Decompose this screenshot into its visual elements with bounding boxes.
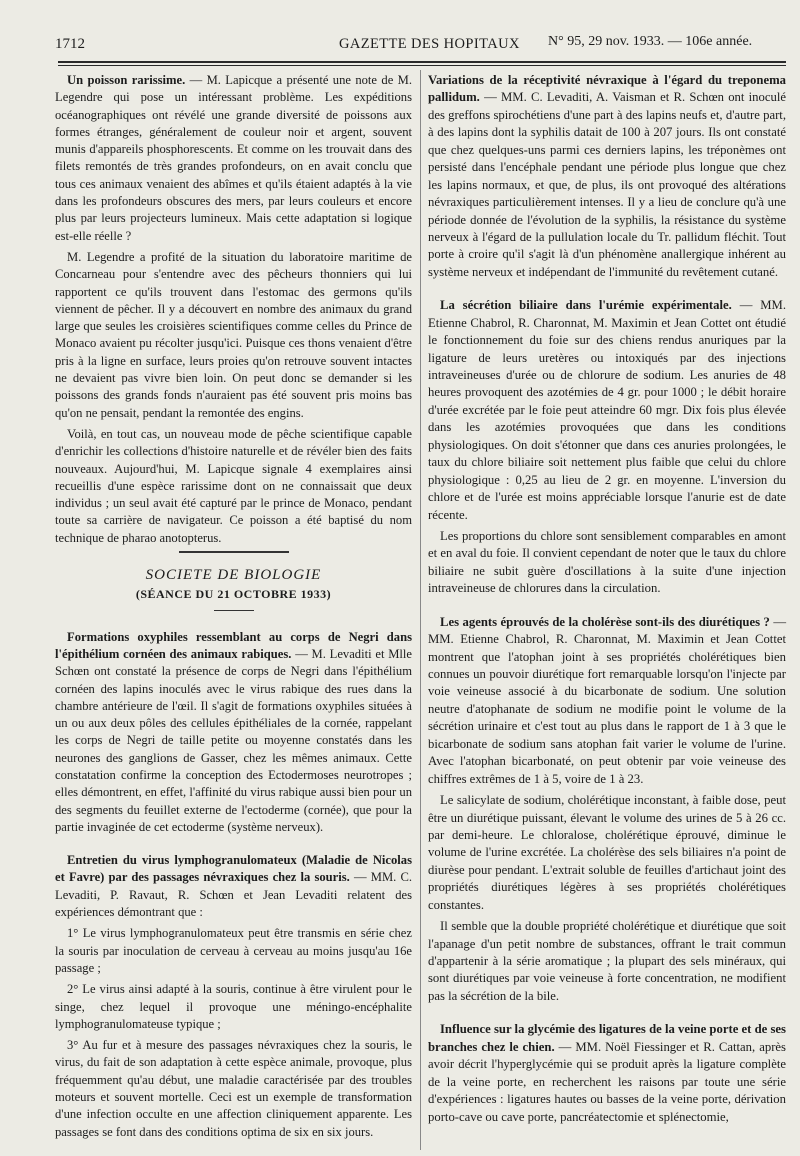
section-heading xyxy=(55,551,412,611)
article-title: Influence sur la glycémie des ligatures de la veine porte et de ses branches chez le chien. xyxy=(428,1022,786,1054)
article-title: Un poisson rarissime. xyxy=(67,73,186,87)
article-title: Variations de la réceptivité névraxique à l'égard du treponema pallidum. xyxy=(428,73,786,105)
article-paragraph: 3° Au fur et à mesure des passages névraxiques chez la souris, le virus, du fait de son adaptation à cette espèce animale, provoque, plus fréquemment qu'au début, une maladie caractérisée par des troubles moteurs et souvent mortelle. Ceci est un exemple de transformation d'une infection occulte en une affection cliniquement apparente. Les passages se font dans des conditions optima de six en six jours. xyxy=(55,1038,412,1139)
page-header xyxy=(55,30,786,60)
article-title: Formations oxyphiles ressemblant au corps de Negri dans l'épithélium cornéen des animaux rabiques. xyxy=(55,629,412,661)
article-paragraph: Les proportions du chlore sont sensiblement comparables en amont et en aval du foie. Il convient cependant de noter que le taux du chlore biliaire ne subit guère d'oscillations à la suite d'une injection intraveineuse de chlorures dans la circulation. xyxy=(428,528,786,596)
header-rule-thin xyxy=(58,65,786,66)
article-text: — M. Levaditi et Mlle Schœn ont constaté la présence de corps de Negri dans l'épithélium cornéen des lapins inoculés avec le virus rabique des rues dans la chambre antérieure de l'œil. Il s'agit de formations oxyphiles situées à un ou aux deux pôles des cellules épithéliales de la cornée, rappelant les corps de Negri de taille petite ou moyenne constatés dans les neurones des ganglions de Gasser, chez les mêmes animaux. Cette constatation confirme la conception des Ectodermoses neurotropes ; elles démontrent, en effet, l'affinité du virus rabique aussi bien pour un des segments du feuillet externe de l'ectoderme (cornée), que pour la partie invaginée de cet ectoderme (système nerveux). xyxy=(55,646,412,834)
article-text: — MM. Etienne Chabrol, R. Charonnat, M. Maximin et Jean Cottet ont étudié le fonctionnement du foie sur des chiens rendus anuriques par la ligature de leurs uretères ou intoxiqués par des injections intraveineuses d'urée ou de chlorure de sodium. Les anuries de 48 heures provoquent des azotémies de 4 gr. pour 1000 ; le débit horaire d'urée excrétée par le foie peut atteindre 60 mgr. Dix fois plus élevée dans les azotémies provoquées que dans les conditions physiologiques. On doit s'étonner que dans ces anuries prolongées, le taux du chlore biliaire soit nettement plus faible que celui du chlore physiologique : 0,25 au lieu de 2 gr. en moyenne. L'inversion du chlore et de l'urée est moins appréciable lorsque l'anurie est de date récente. xyxy=(428,298,786,522)
article-glycemie xyxy=(428,1021,786,1126)
section-title: SOCIETE DE BIOLOGIE xyxy=(145,567,322,584)
article-paragraph: Il semble que la double propriété cholérétique et diurétique que soit l'apanage d'un petit nombre de substances, offrant le trait commun d'appartenir à la série aromatique ; la plupart des sels minéraux, qui sont diurétiques par voie veineuse à forte concentration, ne modifient pas la sécrétion de la bile. xyxy=(428,919,786,1003)
article-paragraph: 2° Le virus ainsi adapté à la souris, continue à être virulent pour le singe, chez lequel il provoque une méningo-encéphalite lymphogranulomateuse typique ; xyxy=(55,982,412,1031)
article-title: Entretien du virus lymphogranulomateux (Maladie de Nicolas et Favre) par des passages névraxiques chez la souris. xyxy=(55,853,412,885)
article-treponema xyxy=(428,72,786,281)
article-title: La sécrétion biliaire dans l'urémie expérimentale. xyxy=(440,298,732,313)
section-rule xyxy=(179,551,289,553)
article-text: — M. Lapicque a présenté une note de M. Legendre qui pose un intéressant problème. Les expéditions océanographiques ont révélé une grande diversité de poissons aux formes étranges, généralement de couleur noir et argent, souvent munis d'appareils phosphorescents. Et comme on les trouvait dans des filets remontés de très grandes profondeurs, on en avait conclu que tous ces animaux venaient des abîmes et qu'ils étaient adaptés à la vie dans les profondeurs obscures des mers, par leurs couleurs et encore plus par leurs projecteurs lumineux. Mais cette adaptation si logique est-elle réelle ? xyxy=(55,73,412,243)
article-uremie xyxy=(428,297,786,524)
article-text: — MM. Noël Fiessinger et R. Cattan, après avoir décrit l'hyperglycémie qui se produit après la ligature complète de la veine porte, en recherchent les raisons par toute une série d'expériences : ligatures hautes ou basses de la veine porte, dérivation porto-cave ou cave porte, pancréatectomie et splénectomie, xyxy=(428,1039,786,1124)
article-text: — MM. C. Levaditi, P. Ravaut, R. Schœn et Jean Levaditi relatent des expériences démontrant que : xyxy=(55,870,412,920)
article-negri xyxy=(55,629,412,837)
column-divider xyxy=(420,70,421,1150)
article-nicolas xyxy=(55,852,412,921)
article-cholerese xyxy=(428,614,786,788)
article-text: — MM. C. Levaditi, A. Vaisman et R. Schœn ont inoculé des greffons spirochétiens d'une part à des lapins neufs et, d'autre part, à des lapins dont la syphilis datait de 100 à 207 jours. Ils ont constaté que chez quelques-uns parmi ces derniers lapins, les tréponèmes ont persisté dans l'encéphale pendant une période plus longue que chez les lapins normaux, et que, de plus, ils ont provoqué des altérations névraxiques particulièrement intenses. Il y a lieu de conclure qu'à une période donnée de l'évolution de la syphilis, la résistance du système nerveux à l'égard de la pullulation locale du Tr. pallidum fléchit. Tout porte à croire qu'il s'agit là d'un phénomène anallergique inhérent au système nerveux et indépendant de l'immunité du revêtement cutané. xyxy=(428,90,786,279)
article-title: Les agents éprouvés de la cholérèse sont-ils des diurétiques ? xyxy=(440,614,770,629)
right-column xyxy=(428,72,786,1130)
article-poisson xyxy=(55,72,412,245)
section-subtitle: (SÉANCE DU 21 OCTOBRE 1933) xyxy=(135,587,332,602)
issue-info: N° 95, 29 nov. 1933. — 106e année. xyxy=(548,34,753,49)
section-rule-small xyxy=(214,610,254,611)
article-paragraph: Le salicylate de sodium, cholérétique inconstant, à faible dose, peut être un diurétique puissant, élevant le volume des urines de 5 à 26 cc. par demi-heure. Le chloralose, cholérétique éprouvé, diminue le volume de l'urine excrétée. La cholérèse des sels biliaires n'a point de diurèse pour pendant. L'extrait soluble de feuilles d'artichaut joint des propriétés diurétiques légères à ses propriétés cholérétiques constantes. xyxy=(428,793,786,912)
journal-title: GAZETTE DES HOPITAUX xyxy=(339,36,520,52)
page-number: 1712 xyxy=(55,36,85,52)
left-column xyxy=(55,72,412,1145)
article-text: — MM. Etienne Chabrol, R. Charonnat, M. Maximin et Jean Cottet montrent que l'atophan joint à ses propriétés cholérétiques bien connues un pouvoir diurétique fort remarquable lorsqu'on l'injecte par voie veineuse associé à du bicarbonate de sodium. Une solution neutre d'atophanate de sodium ne modifie point le volume de la sécrétion urinaire et c'est tout au plus dans le rapport de 1 à 3 que le bicarbonate de sodium sans atophan fait varier le volume de l'urine. Avec l'atophan bicarbonaté, on peut obtenir par voie veineuse des chiffres extrêmes de 1 à 5, voire de 1 à 23. xyxy=(428,614,786,786)
article-paragraph: Voilà, en tout cas, un nouveau mode de pêche scientifique capable d'enrichir les collections d'histoire naturelle et de révéler bien des faits nouveaux. Aujourd'hui, M. Lapicque signale 4 exemplaires ainsi recueillis d'une espèce rarissime dont on ne connaissait que deux individus ; un seul avait été capturé par le prince de Monaco, pendant toute sa carrière de navigateur. Ce poisson a été baptisé du nom technique de pharao anotopterus. xyxy=(55,426,412,545)
article-paragraph: 1° Le virus lymphogranulomateux peut être transmis en série chez la souris par inoculation de cerveau à cerveau au moins jusqu'au 16e passage ; xyxy=(55,926,412,975)
article-paragraph: M. Legendre a profité de la situation du laboratoire maritime de Concarneau pour s'entendre avec des pêcheurs thonniers qui lui rapportent ce qu'ils trouvent dans l'estomac des germons qu'ils viennent de pêcher. Il y a découvert en nombre des animaux du grand large que seules les croisières scientifiques comme celles du Prince de Monaco avaient pu récolter jusqu'ici. Puisque ces thons venaient d'être pris à la ligne en surface, leurs proies qu'on retrouve souvent intactes ne devaient pas vivre bien loin. On peut donc se demander si les poissons des grands fonds n'auraient pas été souvent pris moins bas qu'on ne pensait, pendant la remontée des engins. xyxy=(55,249,412,420)
header-rule xyxy=(58,61,786,63)
